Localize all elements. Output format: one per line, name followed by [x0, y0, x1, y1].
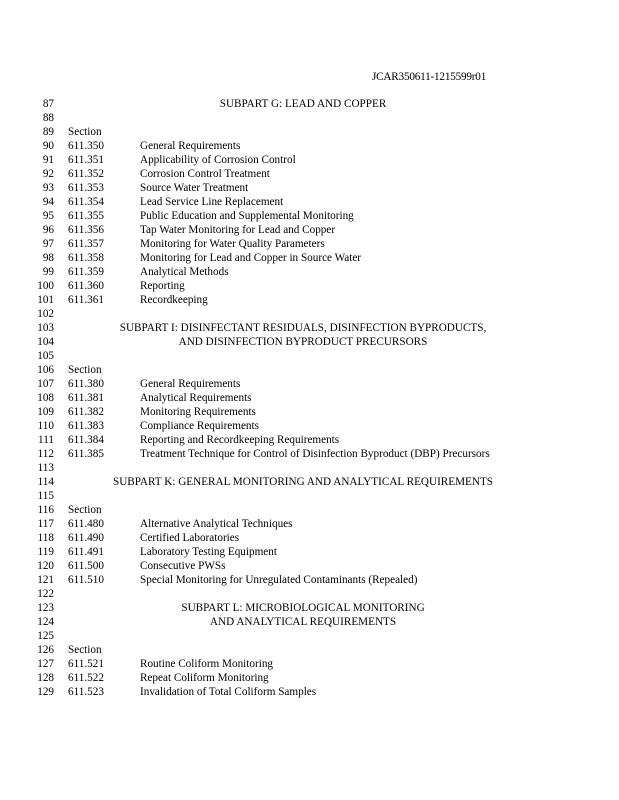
- section-title: Public Education and Supplemental Monitoring: [140, 210, 354, 222]
- section-label: Section: [68, 644, 102, 656]
- section-number: 611.357: [68, 238, 104, 250]
- line-number: 126: [37, 644, 54, 656]
- section-title: Source Water Treatment: [140, 182, 249, 194]
- section-label: Section: [68, 126, 102, 138]
- section-title: Reporting: [140, 280, 185, 292]
- document-id: JCAR350611-1215599r01: [372, 71, 487, 83]
- text-line: [0, 377, 619, 391]
- text-line: [0, 125, 619, 139]
- section-number: 611.351: [68, 154, 104, 166]
- section-title: Repeat Coliform Monitoring: [140, 672, 269, 684]
- text-line: [0, 489, 619, 503]
- section-number: 611.522: [68, 672, 104, 684]
- section-number: 611.352: [68, 168, 104, 180]
- line-number: 113: [37, 462, 54, 474]
- line-number: 114: [37, 476, 54, 488]
- line-number: 117: [37, 518, 54, 530]
- line-number: 96: [42, 224, 54, 236]
- line-number: 128: [37, 672, 54, 684]
- subpart-heading: SUBPART I: DISINFECTANT RESIDUALS, DISINFECTION BYPRODUCTS,: [119, 322, 487, 334]
- text-line: [0, 531, 619, 545]
- section-title: Laboratory Testing Equipment: [140, 546, 277, 558]
- text-line: [0, 335, 619, 349]
- text-line: [0, 405, 619, 419]
- line-number: 108: [37, 392, 54, 404]
- text-line: [0, 251, 619, 265]
- line-number: 104: [37, 336, 54, 348]
- section-title: Monitoring Requirements: [140, 406, 256, 418]
- text-line: [0, 615, 619, 629]
- text-line: [0, 671, 619, 685]
- line-number: 120: [37, 560, 54, 572]
- section-number: 611.360: [68, 280, 104, 292]
- subpart-heading: AND ANALYTICAL REQUIREMENTS: [209, 616, 397, 628]
- section-number: 611.350: [68, 140, 104, 152]
- subpart-heading: SUBPART K: GENERAL MONITORING AND ANALYTICAL REQUIREMENTS: [112, 476, 494, 488]
- text-line: [0, 657, 619, 671]
- section-title: General Requirements: [140, 140, 241, 152]
- section-title: Consecutive PWSs: [140, 560, 226, 572]
- section-number: 611.381: [68, 392, 104, 404]
- section-title: Analytical Methods: [140, 266, 229, 278]
- text-line: [0, 685, 619, 699]
- subpart-heading: SUBPART G: LEAD AND COPPER: [219, 98, 387, 110]
- text-line: [0, 559, 619, 573]
- section-title: Monitoring for Water Quality Parameters: [140, 238, 325, 250]
- line-number: 125: [37, 630, 54, 642]
- text-line: [0, 601, 619, 615]
- section-number: 611.384: [68, 434, 104, 446]
- section-title: Lead Service Line Replacement: [140, 196, 284, 208]
- line-number: 112: [37, 448, 54, 460]
- text-line: [0, 545, 619, 559]
- section-number: 611.380: [68, 378, 104, 390]
- section-number: 611.358: [68, 252, 104, 264]
- line-number: 118: [37, 532, 54, 544]
- section-title: Certified Laboratories: [140, 532, 240, 544]
- section-title: Invalidation of Total Coliform Samples: [140, 686, 317, 698]
- text-line: [0, 349, 619, 363]
- line-number: 90: [42, 140, 54, 152]
- section-number: 611.356: [68, 224, 104, 236]
- line-number: 110: [37, 420, 54, 432]
- line-number: 89: [42, 126, 54, 138]
- section-number: 611.385: [68, 448, 104, 460]
- line-number: 94: [42, 196, 54, 208]
- text-line: [0, 321, 619, 335]
- text-line: [0, 517, 619, 531]
- text-line: [0, 587, 619, 601]
- section-title: Routine Coliform Monitoring: [140, 658, 274, 670]
- text-line: [0, 433, 619, 447]
- section-title: General Requirements: [140, 378, 241, 390]
- text-line: [0, 363, 619, 377]
- line-number: 109: [37, 406, 54, 418]
- section-number: 611.490: [68, 532, 104, 544]
- section-number: 611.361: [68, 294, 104, 306]
- section-title: Monitoring for Lead and Copper in Source Water: [140, 252, 362, 264]
- line-number: 92: [42, 168, 54, 180]
- section-title: Tap Water Monitoring for Lead and Copper: [140, 224, 336, 236]
- text-line: [0, 293, 619, 307]
- text-line: [0, 475, 619, 489]
- line-number: 127: [37, 658, 54, 670]
- text-line: [0, 447, 619, 461]
- line-number: 122: [37, 588, 54, 600]
- line-number: 102: [37, 308, 54, 320]
- section-title: Applicability of Corrosion Control: [140, 154, 296, 166]
- text-line: [0, 391, 619, 405]
- section-number: 611.355: [68, 210, 104, 222]
- section-title: Recordkeeping: [140, 294, 208, 306]
- line-number: 121: [37, 574, 54, 586]
- section-title: Corrosion Control Treatment: [140, 168, 270, 180]
- text-line: [0, 223, 619, 237]
- line-number: 111: [38, 434, 54, 446]
- section-title: Compliance Requirements: [140, 420, 259, 432]
- line-list: [0, 97, 619, 699]
- line-number: 95: [42, 210, 54, 222]
- section-number: 611.500: [68, 560, 104, 572]
- text-line: [0, 97, 619, 111]
- text-line: [0, 167, 619, 181]
- section-number: 611.521: [68, 658, 104, 670]
- line-number: 99: [42, 266, 54, 278]
- text-line: [0, 279, 619, 293]
- text-line: [0, 139, 619, 153]
- line-number: 124: [37, 616, 54, 628]
- section-title: Analytical Requirements: [140, 392, 252, 404]
- line-number: 103: [37, 322, 54, 334]
- section-number: 611.491: [68, 546, 104, 558]
- text-line: [0, 195, 619, 209]
- section-label: Section: [68, 364, 102, 376]
- line-number: 100: [37, 280, 54, 292]
- text-line: [0, 573, 619, 587]
- line-number: 91: [42, 154, 54, 166]
- text-line: [0, 209, 619, 223]
- section-title: Reporting and Recordkeeping Requirements: [140, 434, 340, 446]
- text-line: [0, 181, 619, 195]
- text-line: [0, 461, 619, 475]
- text-line: [0, 503, 619, 517]
- line-number: 116: [37, 504, 54, 516]
- section-number: 611.353: [68, 182, 104, 194]
- line-number: 88: [42, 112, 54, 124]
- section-number: 611.354: [68, 196, 104, 208]
- section-number: 611.359: [68, 266, 104, 278]
- section-number: 611.382: [68, 406, 104, 418]
- text-line: [0, 629, 619, 643]
- section-number: 611.383: [68, 420, 104, 432]
- line-number: 105: [37, 350, 54, 362]
- text-line: [0, 265, 619, 279]
- line-number: 106: [37, 364, 54, 376]
- text-line: [0, 153, 619, 167]
- text-line: [0, 643, 619, 657]
- section-number: 611.523: [68, 686, 104, 698]
- line-number: 87: [42, 98, 54, 110]
- line-number: 119: [37, 546, 54, 558]
- section-title: Alternative Analytical Techniques: [140, 518, 293, 530]
- section-title: Treatment Technique for Control of Disinfection Byproduct (DBP) Precursors: [140, 448, 490, 460]
- line-number: 107: [37, 378, 54, 390]
- subpart-heading: AND DISINFECTION BYPRODUCT PRECURSORS: [178, 336, 428, 348]
- line-number: 97: [42, 238, 54, 250]
- subpart-heading: SUBPART L: MICROBIOLOGICAL MONITORING: [181, 602, 425, 614]
- text-line: [0, 111, 619, 125]
- line-number: 93: [42, 182, 54, 194]
- text-line: [0, 419, 619, 433]
- section-title: Special Monitoring for Unregulated Contaminants (Repealed): [140, 574, 418, 586]
- text-line: [0, 237, 619, 251]
- line-number: 101: [37, 294, 54, 306]
- text-line: [0, 307, 619, 321]
- line-number: 129: [37, 686, 54, 698]
- line-number: 123: [37, 602, 54, 614]
- section-number: 611.510: [68, 574, 104, 586]
- section-label: Section: [68, 504, 102, 516]
- line-number: 98: [42, 252, 54, 264]
- section-number: 611.480: [68, 518, 104, 530]
- line-number: 115: [37, 490, 54, 502]
